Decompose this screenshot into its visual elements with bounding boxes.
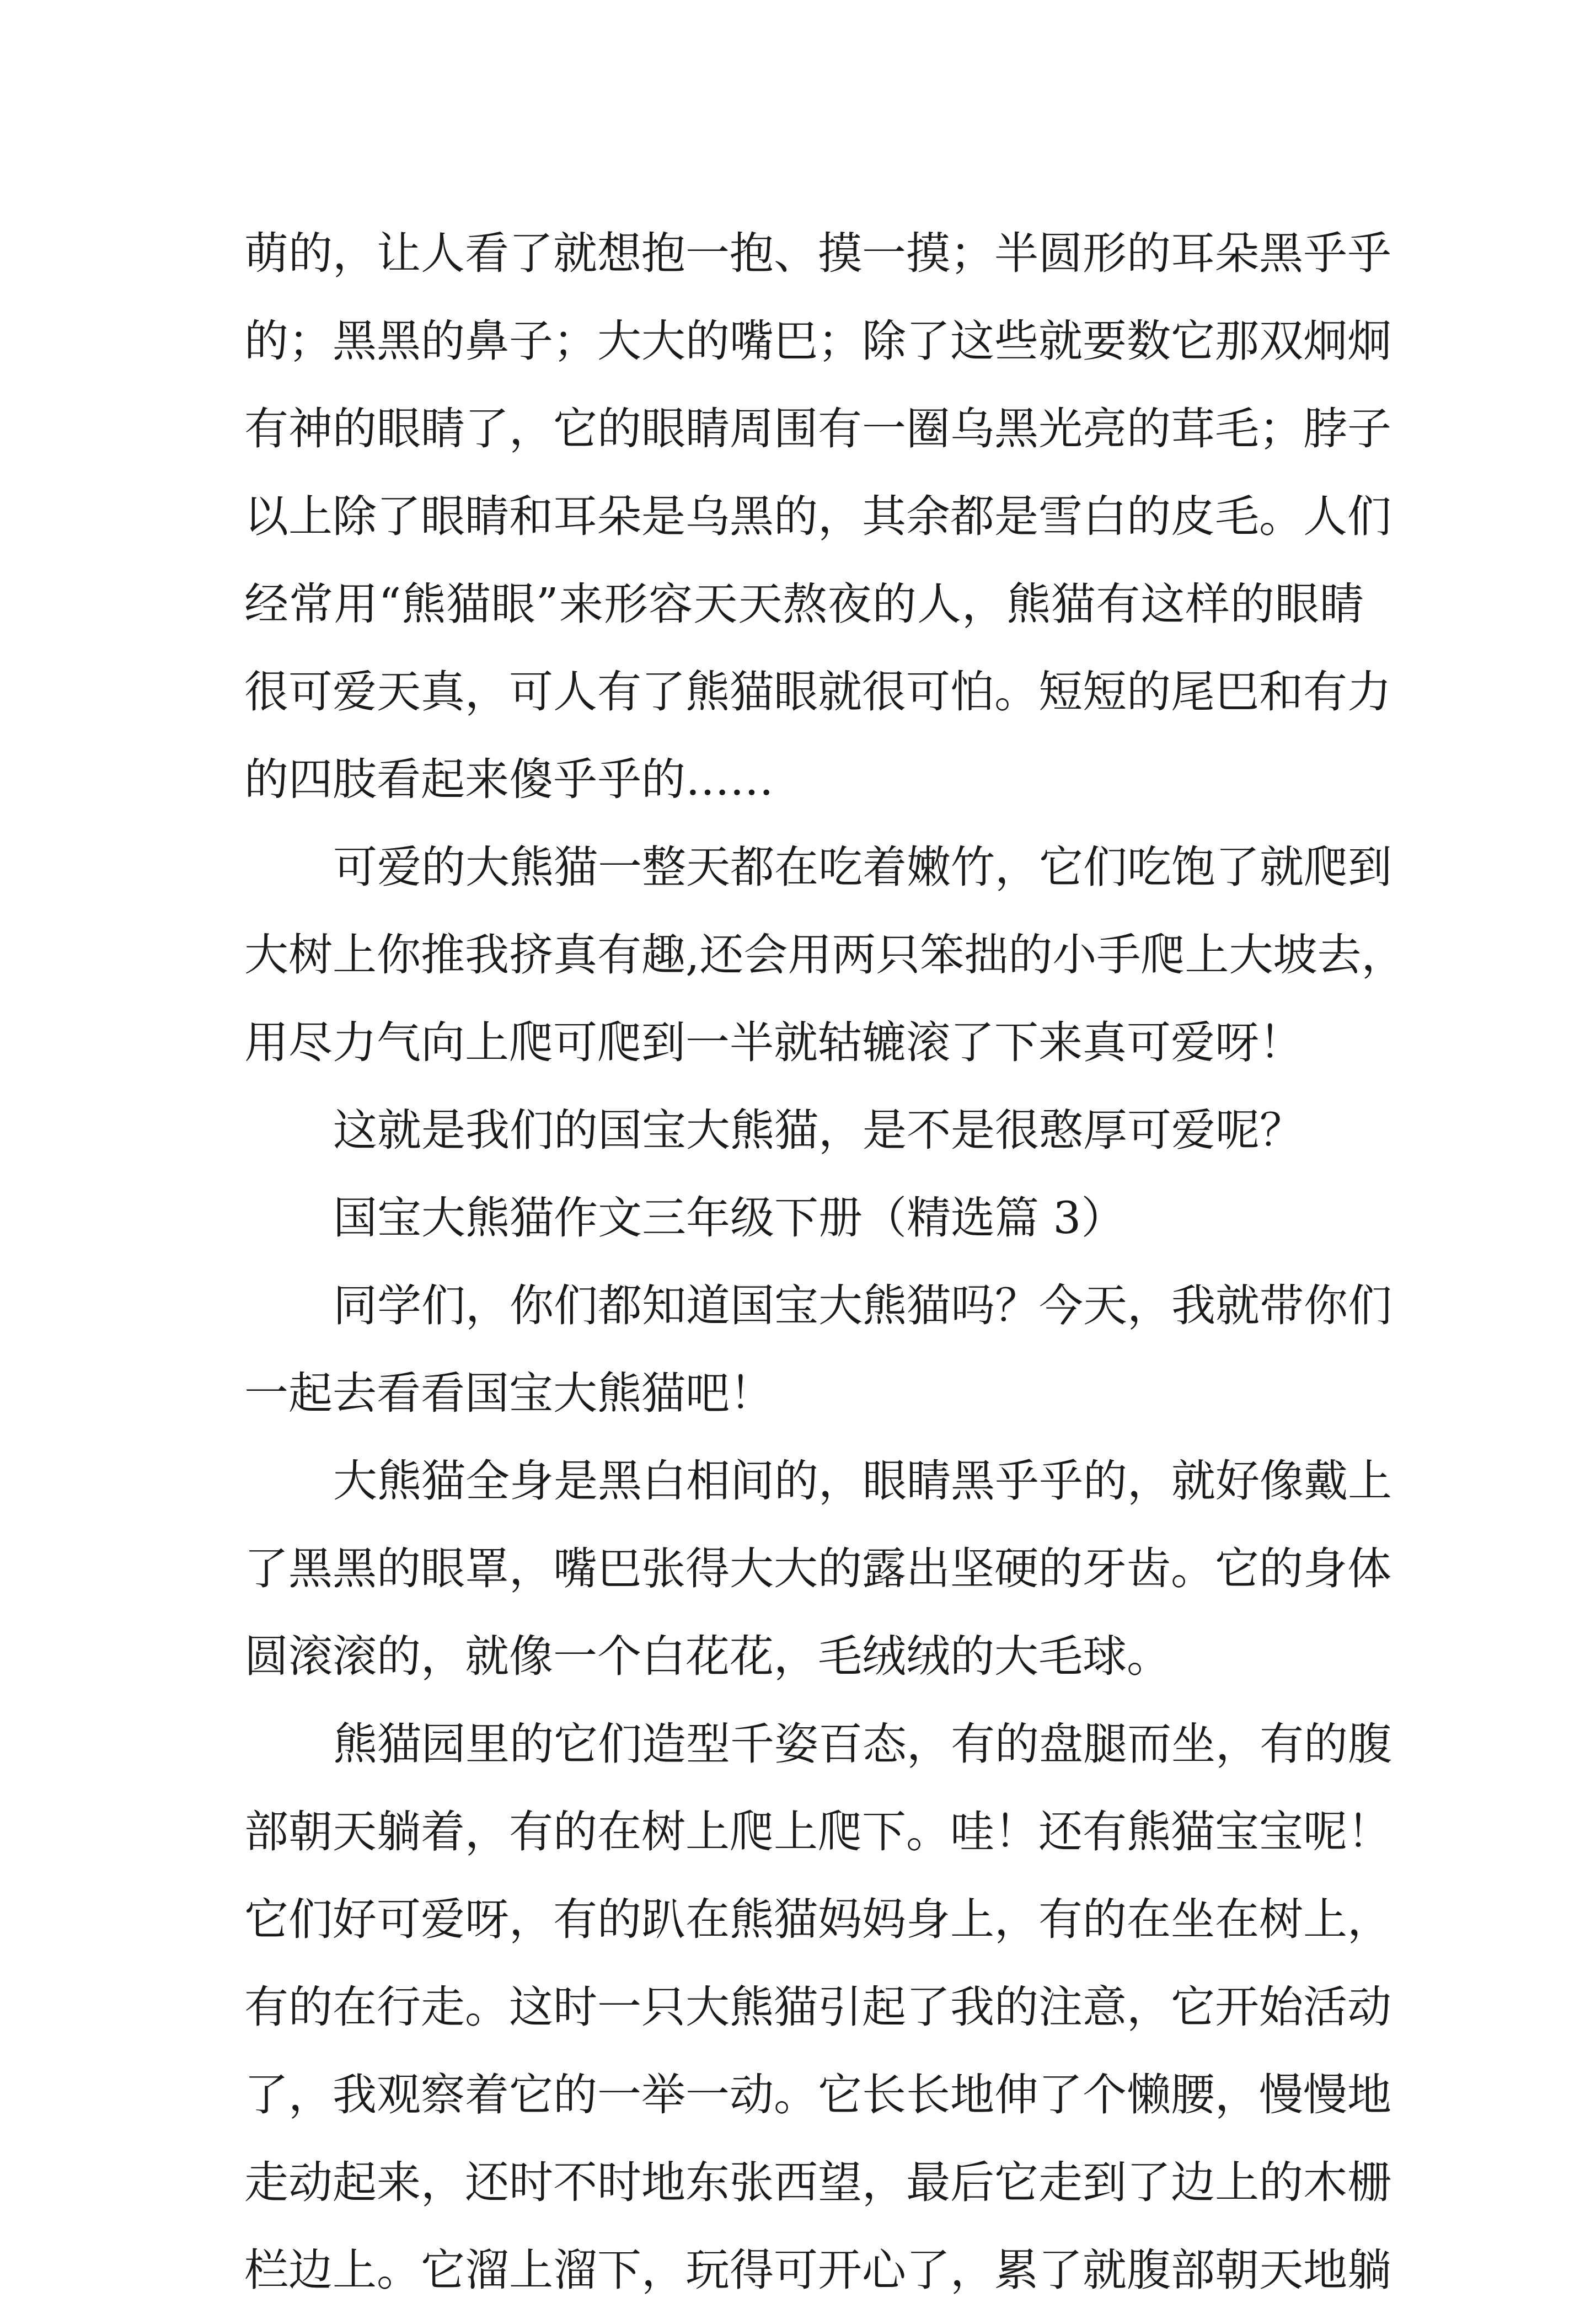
text-line: 萌的，让人看了就想抱一抱、摸一摸；半圆形的耳朵黑乎乎 bbox=[244, 228, 1391, 279]
text-line: 同学们，你们都知道国宝大熊猫吗？今天，我就带你们 bbox=[333, 1280, 1392, 1331]
text-line: 大树上你推我挤真有趣,还会用两只笨拙的小手爬上大坡去， bbox=[244, 929, 1406, 981]
text-line: 熊猫园里的它们造型千姿百态，有的盘腿而坐，有的腹 bbox=[333, 1718, 1392, 1770]
text-line: 有的在行走。这时一只大熊猫引起了我的注意，它开始活动 bbox=[244, 1981, 1391, 2033]
text-line: 栏边上。它溜上溜下，玩得可开心了，累了就腹部朝天地躺 bbox=[244, 2245, 1391, 2296]
text-line: 大熊猫全身是黑白相间的，眼睛黑乎乎的，就好像戴上 bbox=[333, 1455, 1392, 1507]
text-line: 的；黑黑的鼻子；大大的嘴巴；除了这些就要数它那双炯炯 bbox=[244, 315, 1391, 367]
text-line: 部朝天躺着，有的在树上爬上爬下。哇！还有熊猫宝宝呢！ bbox=[244, 1806, 1391, 1857]
text-line: 很可爱天真，可人有了熊猫眼就很可怕。短短的尾巴和有力 bbox=[244, 666, 1391, 717]
text-line: 的四肢看起来傻乎乎的…… bbox=[244, 754, 774, 805]
document-body bbox=[244, 210, 1406, 2314]
text-line: 了黑黑的眼罩，嘴巴张得大大的露出坚硬的牙齿。它的身体 bbox=[244, 1543, 1391, 1594]
text-line: 这就是我们的国宝大熊猫，是不是很憨厚可爱呢？ bbox=[333, 1105, 1304, 1156]
text-line: 走动起来，还时不时地东张西望，最后它走到了边上的木栅 bbox=[244, 2157, 1391, 2208]
text-line: 有神的眼睛了，它的眼睛周围有一圈乌黑光亮的茸毛；脖子 bbox=[244, 403, 1391, 454]
text-line: 经常用“熊猫眼”来形容天天熬夜的人，熊猫有这样的眼睛 bbox=[244, 578, 1364, 630]
text-line: 它们好可爱呀，有的趴在熊猫妈妈身上，有的在坐在树上， bbox=[244, 1894, 1391, 1945]
text-line: 可爱的大熊猫一整天都在吃着嫩竹，它们吃饱了就爬到 bbox=[333, 842, 1392, 893]
text-line: 国宝大熊猫作文三年级下册（精选篇 3） bbox=[333, 1192, 1126, 1244]
text-line: 以上除了眼睛和耳朵是乌黑的，其余都是雪白的皮毛。人们 bbox=[244, 491, 1391, 542]
text-line: 了，我观察着它的一举一动。它长长地伸了个懒腰，慢慢地 bbox=[244, 2069, 1391, 2120]
text-line: 圆滚滚的，就像一个白花花，毛绒绒的大毛球。 bbox=[244, 1631, 1171, 1682]
text-line: 用尽力气向上爬可爬到一半就轱辘滚了下来真可爱呀！ bbox=[244, 1017, 1303, 1068]
text-line: 一起去看看国宝大熊猫吧！ bbox=[244, 1368, 774, 1419]
